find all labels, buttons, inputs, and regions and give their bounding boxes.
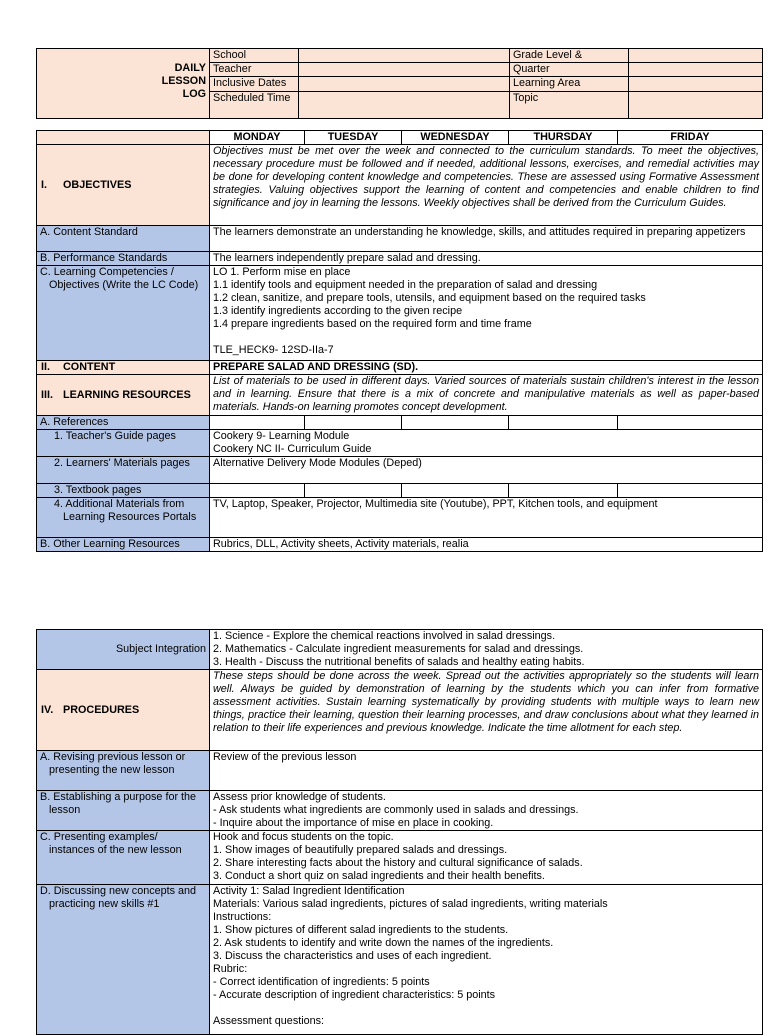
- content-standard-label: A. Content Standard: [37, 226, 210, 252]
- dll-main-table: [36, 130, 763, 552]
- references-thursday[interactable]: [509, 416, 618, 430]
- step-a-label: A. Revising previous lesson or presenting the new lesson: [37, 751, 210, 791]
- subject-integration-text: [210, 630, 763, 670]
- school-value[interactable]: [299, 49, 510, 63]
- inclusive-dates-value[interactable]: [299, 77, 510, 92]
- performance-standards-text: The learners independently prepare salad and dressing.: [210, 252, 763, 266]
- step-b-text: Assess prior knowledge of students. - Ask students what ingredients are commonly used in salads and dressings. - Inquire about the importance of mise en place in cooking.: [210, 791, 763, 831]
- header-table: [36, 48, 763, 119]
- step-d-text: Activity 1: Salad Ingredient Identification Materials: Various salad ingredients, pictures of salad ingredients, writing materials Instructions: 1. Show pictures of different salad ingredients to the students. 2. Ask students to identify and write down the names of the ingredients. 3. Discuss the characteristics and uses of each ingredient. Rubric: - Correct identification of ingredients: 5 points - Accurate description of ingredient characteristics: 5 points Assessment questions:: [210, 885, 763, 1035]
- step-a-text: Review of the previous lesson: [210, 751, 763, 791]
- day-header-wednesday: WEDNESDAY: [402, 131, 509, 145]
- topic-value[interactable]: [629, 92, 763, 119]
- integration-line: 3. Health - Discuss the nutritional benefits of salads and healthy eating habits.: [213, 656, 585, 668]
- competency-line: 1.3 identify ingredients according to the given recipe: [213, 305, 463, 317]
- grade-level-label: Grade Level &: [510, 49, 629, 63]
- textbook-tuesday[interactable]: [305, 484, 402, 498]
- learners-materials-label: 2. Learners' Materials pages: [37, 457, 210, 484]
- references-friday[interactable]: [618, 416, 763, 430]
- references-label: A. References: [37, 416, 210, 430]
- integration-line: 1. Science - Explore the chemical reactions involved in salad dressings.: [213, 630, 556, 642]
- objectives-heading: I. OBJECTIVES: [37, 145, 210, 226]
- integration-line: 2. Mathematics - Calculate ingredient measurements for salad and dressings.: [213, 643, 584, 655]
- school-label: School: [210, 49, 299, 63]
- other-resources-label: B. Other Learning Resources: [37, 538, 210, 552]
- textbook-pages-label: 3. Textbook pages: [37, 484, 210, 498]
- procedures-text: These steps should be done across the week. Spread out the activities appropriately so the students will learn well. Always be guided by demonstration of learning by the students which you can infer from formative assessment activities. Sustain learning systematically by providing students with multiple ways to learn new things, practice their learning, question their learning processes, and draw conclusions about what they learned in relation to their life experiences and previous knowledge. Indicate the time allotment for each step.: [210, 670, 763, 751]
- inclusive-dates-label: Inclusive Dates: [210, 77, 299, 92]
- references-tuesday[interactable]: [305, 416, 402, 430]
- textbook-monday[interactable]: [210, 484, 305, 498]
- procedures-heading: IV. PROCEDURES: [37, 670, 210, 751]
- teacher-label: Teacher: [210, 63, 299, 77]
- dll-title: DAILY LESSON LOG: [37, 49, 210, 119]
- lc-code: TLE_HECK9- 12SD-IIa-7: [213, 344, 334, 356]
- learners-materials-text: Alternative Delivery Mode Modules (Deped): [210, 457, 763, 484]
- other-resources-text: Rubrics, DLL, Activity sheets, Activity materials, realia: [210, 538, 763, 552]
- day-header-thursday: THURSDAY: [509, 131, 618, 145]
- additional-materials-text: TV, Laptop, Speaker, Projector, Multimedia site (Youtube), PPT, Kitchen tools, and equipment: [210, 498, 763, 538]
- day-header-tuesday: TUESDAY: [305, 131, 402, 145]
- competencies-text: [210, 266, 763, 361]
- quarter-value[interactable]: [629, 63, 763, 77]
- competency-line: LO 1. Perform mise en place: [213, 266, 351, 278]
- competency-line: 1.4 prepare ingredients based on the required form and time frame: [213, 318, 532, 330]
- day-header-blank: [37, 131, 210, 145]
- subject-integration-label: Subject Integration: [37, 630, 210, 670]
- textbook-friday[interactable]: [618, 484, 763, 498]
- teacher-value[interactable]: [299, 63, 510, 77]
- step-b-label: B. Establishing a purpose for the lesson: [37, 791, 210, 831]
- topic-label: Topic: [510, 92, 629, 119]
- grade-level-value[interactable]: [629, 49, 763, 63]
- textbook-wednesday[interactable]: [402, 484, 509, 498]
- procedures-table: [36, 629, 763, 1035]
- references-monday[interactable]: [210, 416, 305, 430]
- competencies-label: C. Learning Competencies / Objectives (Write the LC Code): [37, 266, 210, 361]
- learning-resources-text: List of materials to be used in different days. Varied sources of materials sustain children's interest in the lesson and in learning. Ensure that there is a mix of concrete and manipulative materials as well as paper-based materials. Hands-on learning promotes concept development.: [210, 375, 763, 416]
- quarter-label: Quarter: [510, 63, 629, 77]
- learning-resources-heading: III. LEARNING RESOURCES: [37, 375, 210, 416]
- objectives-text: Objectives must be met over the week and connected to the curriculum standards. To meet the objectives, necessary procedure must be followed and if needed, additional lessons, exercises, and remedial activities may be done for developing content knowledge and competencies. These are assessed using Formative Assessment strategies. Valuing objectives support the learning of content and competencies and enable children to find significance and joy in learning the lessons. Weekly objectives shall be derived from the Curriculum Guides.: [210, 145, 763, 226]
- learning-area-value[interactable]: [629, 77, 763, 92]
- additional-materials-label: 4. Additional Materials from Learning Resources Portals: [37, 498, 210, 538]
- teachers-guide-text: Cookery 9- Learning Module Cookery NC II- Curriculum Guide: [210, 430, 763, 457]
- day-header-friday: FRIDAY: [618, 131, 763, 145]
- references-wednesday[interactable]: [402, 416, 509, 430]
- content-heading: II. CONTENT: [37, 361, 210, 375]
- competency-line: 1.2 clean, sanitize, and prepare tools, utensils, and equipment based on the required tasks: [213, 292, 646, 304]
- step-c-text: Hook and focus students on the topic. 1. Show images of beautifully prepared salads and dressings. 2. Share interesting facts about the history and cultural significance of salads. 3. Conduct a short quiz on salad ingredients and their health benefits.: [210, 831, 763, 885]
- step-d-label: D. Discussing new concepts and practicing new skills #1: [37, 885, 210, 1035]
- teachers-guide-label: 1. Teacher's Guide pages: [37, 430, 210, 457]
- scheduled-time-label: Scheduled Time: [210, 92, 299, 119]
- content-text: PREPARE SALAD AND DRESSING (SD).: [210, 361, 763, 375]
- step-c-label: C. Presenting examples/ instances of the new lesson: [37, 831, 210, 885]
- competency-line: 1.1 identify tools and equipment needed in the preparation of salad and dressing: [213, 279, 598, 291]
- performance-standards-label: B. Performance Standards: [37, 252, 210, 266]
- day-header-monday: MONDAY: [210, 131, 305, 145]
- content-standard-text: The learners demonstrate an understanding he knowledge, skills, and attitudes required in preparing appetizers: [210, 226, 763, 252]
- scheduled-time-value[interactable]: [299, 92, 510, 119]
- learning-area-label: Learning Area: [510, 77, 629, 92]
- textbook-thursday[interactable]: [509, 484, 618, 498]
